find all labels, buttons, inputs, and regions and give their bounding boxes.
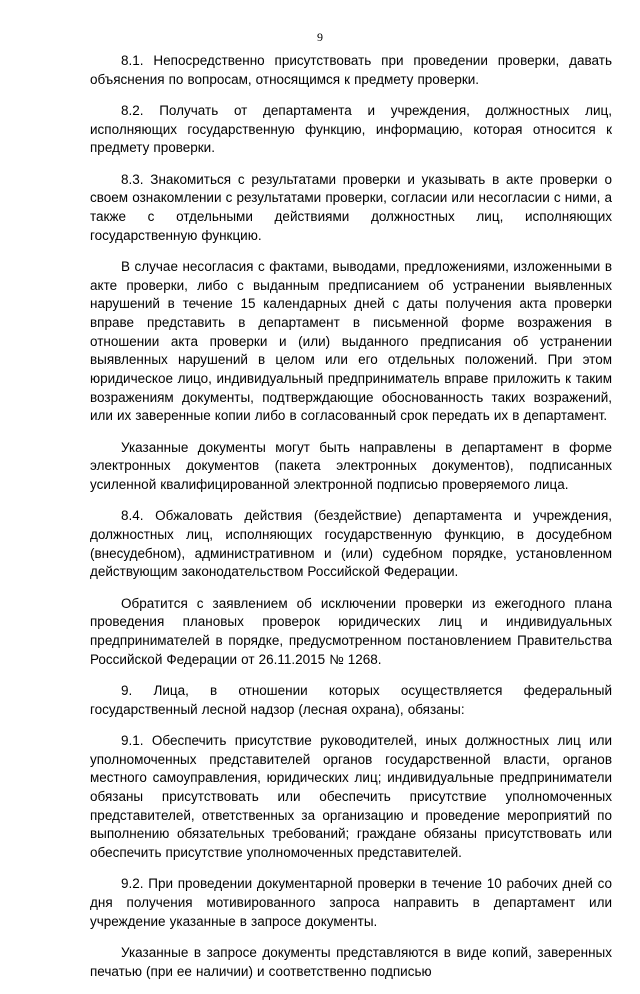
- page-number: 9: [317, 30, 323, 44]
- paragraph-8-4: 8.4. Обжаловать действия (бездействие) департамента и учреждения, должностных лиц, исполняющих государственную функцию, в досудебном (внесудебном), административном и (или) судебном порядке, установленном действующим законодательством Российской Федерации.: [90, 508, 612, 580]
- document-body: [90, 52, 612, 994]
- paragraph-electronic-documents: Указанные документы могут быть направлены в департамент в форме электронных документов (пакета электронных документов), подписанных усиленной квалифицированной электронной подписью проверяемого лица.: [90, 439, 612, 493]
- paragraph-8-3: 8.3. Знакомиться с результатами проверки и указывать в акте проверки о своем ознакомлении с результатами проверки, согласии или несогласии с ними, а также с отдельными действиями должностных лиц, исполняющих государственную функцию.: [90, 171, 612, 243]
- paragraph-document-copies: Указанные в запросе документы представляются в виде копий, заверенных печатью (при ее наличии) и соответственно подписью: [90, 944, 612, 979]
- paragraph-9: 9. Лица, в отношении которых осуществляется федеральный государственный лесной надзор (лесная охрана), обязаны:: [90, 682, 612, 717]
- paragraph-9-1: 9.1. Обеспечить присутствие руководителей, иных должностных лиц или уполномоченных представителей органов государственной власти, органов местного самоуправления, юридических лиц; индивидуальные предприниматели обязаны присутствовать или обеспечить присутствие уполномоченных представителей, ответственных за организацию и проведение мероприятий по выполнению обязательных требований; граждане обязаны присутствовать или обеспечить присутствие уполномоченных представителей.: [90, 732, 612, 861]
- paragraph-disagreement: В случае несогласия с фактами, выводами, предложениями, изложенными в акте проверки, либо с выданным предписанием об устранении выявленных нарушений в течение 15 календарных дней с даты получения акта проверки вправе представить в департамент в письменной форме возражения в отношении акта проверки и (или) выданного предписания об устранении выявленных нарушений в целом или его отдельных положений. При этом юридическое лицо, индивидуальный предприниматель вправе приложить к таким возражениям документы, подтверждающие обоснованность таких возражений, или их заверенные копии либо в согласованный срок передать их в департамент.: [90, 258, 612, 424]
- paragraph-exclusion-request: Обратится с заявлением об исключении проверки из ежегодного плана проведения плановых проверок юридических лиц и индивидуальных предпринимателей в порядке, предусмотренном постановлением Правительства Российской Федерации от 26.11.2015 № 1268.: [90, 595, 612, 667]
- paragraph-8-1: 8.1. Непосредственно присутствовать при проведении проверки, давать объяснения по вопросам, относящимся к предмету проверки.: [90, 53, 612, 87]
- paragraph-9-2: 9.2. При проведении документарной проверки в течение 10 рабочих дней со дня получения мотивированного запроса направить в департамент или учреждение указанные в запросе документы.: [90, 876, 612, 929]
- paragraph-8-2: 8.2. Получать от департамента и учреждения, должностных лиц, исполняющих государственную функцию, информацию, которая относится к предмету проверки.: [90, 102, 612, 156]
